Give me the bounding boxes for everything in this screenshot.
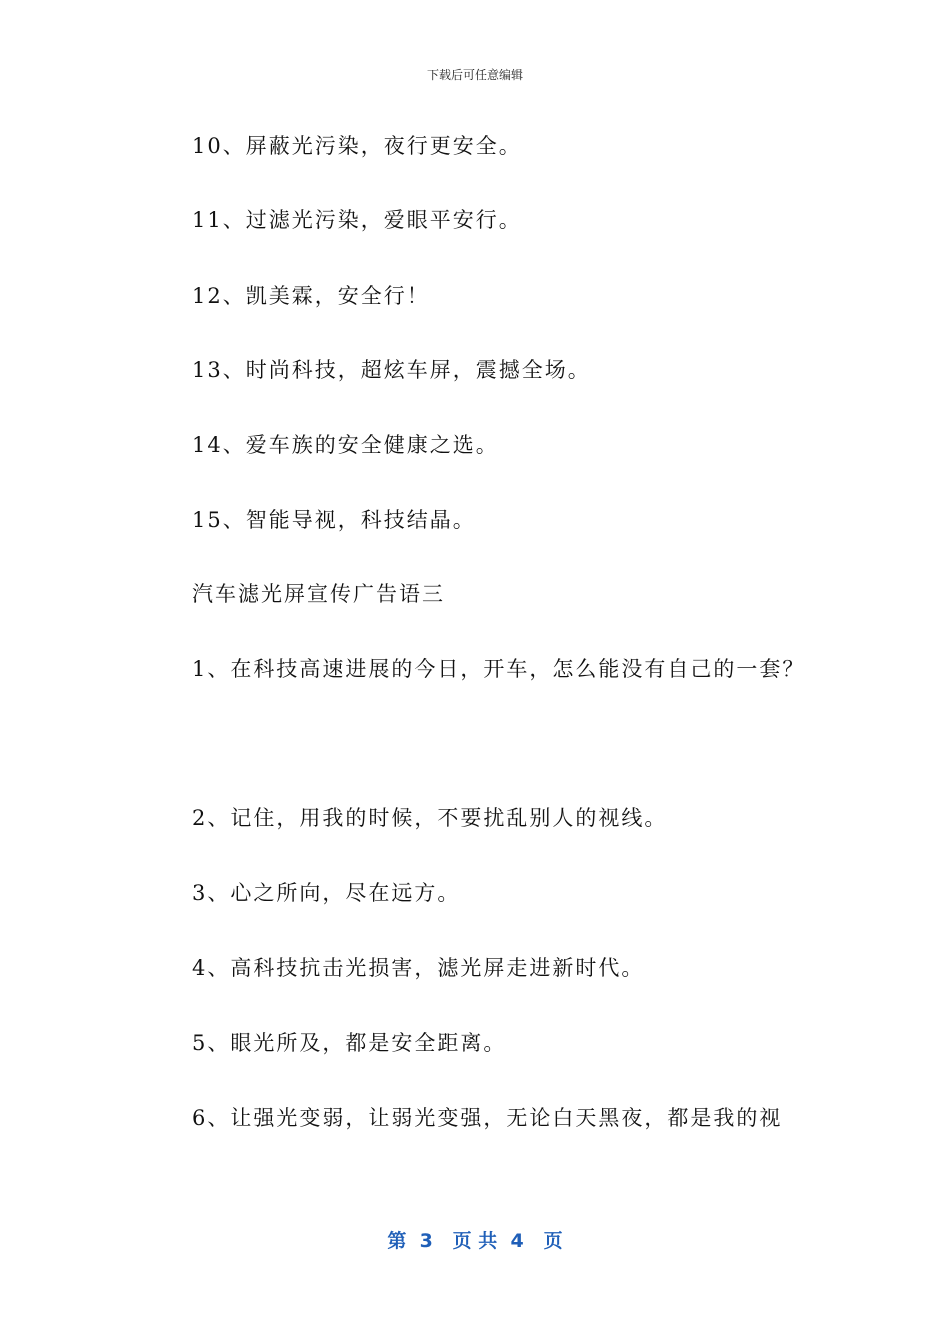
slogan-10: 10、屏蔽光污染，夜行更安全。 bbox=[192, 134, 522, 158]
page-header: 下载后可任意编辑 bbox=[426, 68, 523, 82]
slogan-2: 2、记住，用我的时候，不要扰乱别人的视线。 bbox=[192, 806, 668, 830]
slogan-14: 14、爱车族的安全健康之选。 bbox=[192, 433, 499, 457]
slogan-6: 6、让强光变弱，让弱光变强，无论白天黑夜，都是我的视 bbox=[192, 1106, 783, 1130]
slogan-5: 5、眼光所及，都是安全距离。 bbox=[192, 1031, 507, 1055]
slogan-1: 1、在科技高速进展的今日，开车，怎么能没有自己的一套？ bbox=[192, 657, 806, 681]
slogan-15: 15、智能导视，科技结晶。 bbox=[192, 508, 476, 532]
slogan-3: 3、心之所向，尽在远方。 bbox=[192, 881, 461, 905]
slogan-11: 11、过滤光污染，爱眼平安行。 bbox=[192, 208, 522, 232]
section-heading: 汽车滤光屏宣传广告语三 bbox=[192, 582, 445, 606]
slogan-13: 13、时尚科技，超炫车屏，震撼全场。 bbox=[192, 358, 591, 382]
slogan-12: 12、凯美霖，安全行！ bbox=[192, 284, 430, 308]
page-footer: 第 3 页 共 4 页 bbox=[387, 1230, 563, 1252]
slogan-4: 4、高科技抗击光损害，滤光屏走进新时代。 bbox=[192, 956, 645, 980]
